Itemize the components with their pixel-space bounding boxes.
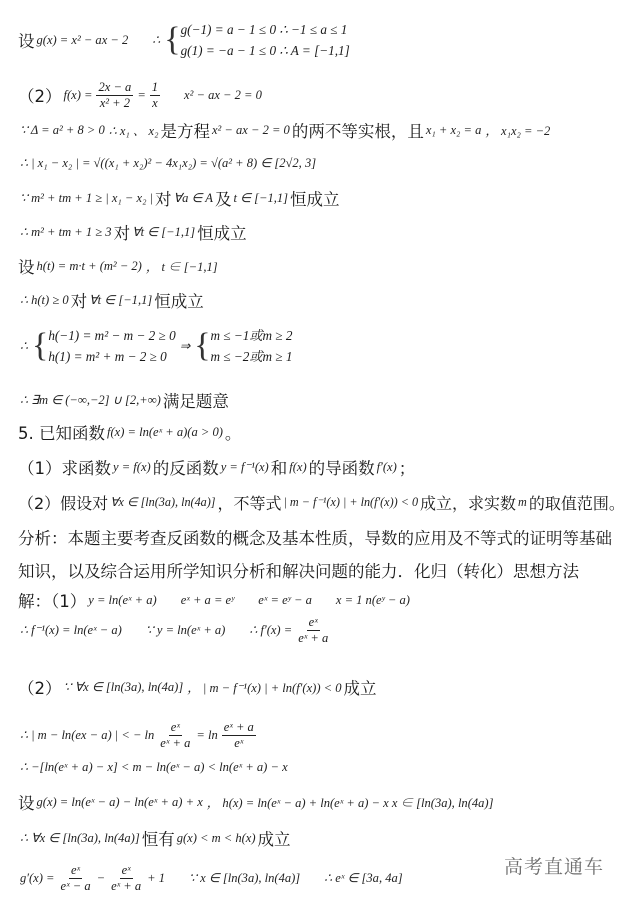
fraction-numerator: 1 — [151, 79, 159, 94]
math-expression: = ln — [196, 727, 218, 742]
math-expression: ∴ ∀x ∈ [ln(3a), ln(4a)] — [20, 831, 140, 845]
left-brace: { — [31, 327, 49, 364]
math-expression: ∴ h(t) ≥ 0 — [20, 293, 69, 307]
left-brace: { — [164, 21, 181, 58]
math-expression: x² − ax − 2 = 0 — [184, 87, 262, 102]
chinese-text: 和 — [270, 459, 288, 478]
math-expression: x² − ax − 2 = 0 — [211, 122, 290, 137]
math-expression: ∵ Δ = a² + 8 > 0 — [20, 123, 105, 137]
document-line — [18, 21, 352, 58]
watermark-logo: 高考直通车 — [504, 856, 605, 878]
math-expression: ∀t ∈ [−1,1] — [132, 225, 196, 239]
math-expression: y = f⁻¹(x) — [220, 460, 269, 474]
chinese-text: 的导函数 — [308, 459, 375, 478]
fraction — [150, 80, 160, 111]
case-row: g(−1) = a − 1 ≤ 0 ∴ −1 ≤ a ≤ 1 — [180, 22, 348, 37]
math-expression: g(x) = ln(eˣ − a) − ln(eˣ + a) + x — [36, 794, 203, 809]
document-line — [18, 586, 412, 614]
document-line — [18, 824, 291, 852]
math-expression: + 1 — [147, 870, 166, 885]
document-line — [18, 418, 241, 446]
chinese-text: 的取值范围。 — [528, 493, 625, 513]
fraction-denominator: x² + 2 — [99, 95, 131, 110]
case-rows — [48, 325, 175, 367]
document-line — [18, 616, 332, 644]
chinese-text: 成立 — [343, 679, 377, 698]
math-expression: ∴ f⁻¹(x) = ln(eˣ − a) — [20, 623, 122, 637]
document-line — [18, 184, 340, 212]
document-line — [18, 556, 579, 584]
fraction-denominator: x — [152, 95, 158, 110]
case-rows — [181, 19, 350, 61]
document-line — [18, 523, 612, 551]
document-line — [18, 788, 495, 816]
math-expression: ∴ −[ln(eˣ + a) − x] < m − ln(eˣ − a) < ln(eˣ + a) − x — [20, 760, 288, 774]
math-expression: ， | m − f⁻¹(x) | + ln(f′(x)) < 0 — [187, 681, 342, 695]
math-expression: y = ln(eˣ + a) — [88, 592, 157, 607]
case-rows — [211, 325, 293, 367]
math-expression: ∀a ∈ A — [173, 191, 213, 205]
chinese-text: 恒成立 — [290, 190, 340, 209]
math-expression: ， h(x) = ln(eˣ − a) + ln(eˣ + a) − x x ∈ [ln(3a), ln(4a)] — [206, 796, 494, 810]
math-expression: | m − f⁻¹(x) | + ln(f′(x)) < 0 — [283, 494, 419, 509]
math-expression: ∀t ∈ [−1,1] — [89, 293, 153, 307]
case-system — [32, 325, 176, 367]
math-expression: ∵ x ∈ [ln(3a), ln(4a)] — [189, 871, 301, 885]
document-line — [18, 81, 264, 109]
fraction — [158, 720, 192, 751]
chinese-text: 恒成立 — [154, 292, 204, 311]
math-expression: ， x₁x₂ = −2 — [485, 124, 551, 138]
math-expression: ∀x ∈ [ln(3a), ln(4a)] — [110, 494, 216, 509]
left-brace: { — [194, 327, 211, 364]
case-system — [164, 19, 350, 61]
math-expression: t ∈ [−1,1] — [233, 191, 289, 205]
math-expression: h(t) = m·t + (m² − 2) — [36, 258, 142, 273]
math-expression: ∴ | x₁ − x₂ | = √((x₁ + x₂)² − 4x₁x₂) = √(a² + 8) ∈ [2√2, 3] — [20, 156, 317, 170]
chinese-text: （1）求函数 — [18, 459, 111, 478]
case-row: m ≤ −1或m ≥ 2 — [210, 328, 293, 343]
fraction-denominator: eˣ − a — [60, 878, 91, 893]
chinese-text: 恒有 — [141, 830, 175, 849]
math-expression: ， t ∈ [−1,1] — [145, 260, 218, 274]
math-expression: ∴ ∃m ∈ (−∞,−2] ∪ [2,+∞) — [20, 393, 161, 407]
chinese-text: ，不等式 — [217, 493, 282, 513]
math-expression: f(x) — [289, 459, 307, 474]
chinese-text: 解：（1） — [18, 592, 87, 611]
fraction — [59, 863, 93, 894]
case-row: h(1) = m² + m − 2 ≥ 0 — [48, 349, 167, 364]
math-expression: ∴ eˣ ∈ [3a, 4a] — [324, 871, 403, 885]
chinese-text: 设 — [18, 794, 35, 813]
fraction-denominator: eˣ + a — [298, 630, 329, 645]
document-line — [18, 327, 295, 364]
math-expression: ∴ — [152, 33, 161, 47]
chinese-text: 设 — [18, 258, 35, 277]
chinese-text: 满足题意 — [162, 392, 229, 411]
chinese-text: 分析：本题主要考查反函数的概念及基本性质，导数的应用及不等式的证明等基础 — [18, 529, 612, 548]
fraction-numerator: eˣ + a — [223, 719, 254, 734]
math-expression: ∵ y = ln(eˣ + a) — [145, 623, 226, 637]
fraction-numerator: eˣ — [308, 614, 318, 629]
fraction-numerator: eˣ — [71, 862, 81, 877]
document-line — [18, 453, 415, 481]
chinese-text: 的两不等实根，且 — [291, 122, 424, 141]
fraction — [222, 720, 256, 751]
case-row: m ≤ −2或m ≥ 1 — [210, 349, 293, 364]
document-line — [18, 488, 625, 516]
chinese-text: 对 — [113, 224, 131, 243]
document-line — [18, 116, 552, 144]
chinese-text: 对 — [70, 292, 88, 311]
document-line — [18, 386, 229, 414]
fraction-numerator: eˣ — [170, 719, 180, 734]
chinese-text: 对 — [155, 190, 172, 209]
fraction — [109, 863, 143, 894]
math-expression: ∴ f′(x) = — [249, 623, 293, 637]
chinese-text: （2） — [18, 87, 62, 106]
math-expression: m — [518, 494, 527, 509]
math-expression: ∴ — [20, 339, 28, 353]
math-expression: x = 1 n(eʸ − a) — [335, 592, 410, 607]
document-line — [18, 218, 247, 246]
chinese-text: 。 — [224, 424, 242, 443]
chinese-text: （2） — [18, 679, 62, 698]
math-expression: x₁ + x₂ = a — [425, 122, 482, 137]
document-line — [18, 149, 318, 177]
chinese-text: 5. 已知函数 — [18, 424, 105, 443]
math-expression: f′(x) — [376, 459, 397, 474]
document-line — [18, 721, 258, 749]
fraction-numerator: eˣ — [121, 862, 131, 877]
math-expression: f(x) = — [63, 87, 93, 102]
math-expression: ∴ m² + tm + 1 ≥ 3 — [20, 225, 112, 239]
fraction — [296, 615, 330, 646]
math-expression: ∵ ∀x ∈ [ln(3a), ln(4a)] — [63, 680, 184, 694]
math-expression: g′(x) = — [20, 870, 55, 885]
chinese-text: 设 — [18, 32, 35, 51]
chinese-text: 恒成立 — [197, 224, 247, 243]
math-expression: − — [96, 870, 106, 885]
chinese-text: 及 — [214, 190, 232, 209]
case-system — [194, 325, 292, 367]
chinese-text: 知识，以及综合运用所学知识分析和解决问题的能力．化归（转化）思想方法 — [18, 562, 579, 581]
math-expression: ∵ m² + tm + 1 ≥ | x₁ − x₂ | — [20, 191, 154, 205]
chinese-text: （2）假设对 — [18, 493, 109, 513]
math-expression: ⇒ — [179, 339, 191, 353]
math-expression: eˣ + a = eʸ — [180, 592, 235, 607]
document-line — [18, 864, 405, 892]
math-expression: = — [137, 87, 146, 102]
fraction-denominator: eˣ — [234, 735, 244, 750]
math-expression: ∴ | m − ln(ex − a) | < − ln — [20, 728, 155, 742]
fraction-denominator: eˣ + a — [111, 878, 142, 893]
math-expression: f(x) = ln(eˣ + a)(a > 0) — [107, 424, 223, 439]
chinese-text: 的反函数 — [152, 459, 219, 478]
math-expression: g(x) < m < h(x) — [176, 830, 256, 845]
math-expression: y = f(x) — [113, 459, 151, 474]
document-line — [18, 252, 220, 280]
fraction-denominator: eˣ + a — [160, 735, 191, 750]
document-line — [18, 753, 290, 781]
chinese-text: ； — [398, 459, 416, 478]
math-expression: eˣ = eʸ − a — [258, 592, 312, 607]
chinese-text: 成立，求实数 — [420, 493, 517, 513]
document-line — [18, 673, 377, 701]
fraction — [96, 80, 133, 111]
chinese-text: 是方程 — [160, 122, 210, 141]
chinese-text: 成立 — [257, 830, 291, 849]
math-expression: ∴ x₁ 、 x₂ — [108, 124, 159, 138]
case-row: g(1) = −a − 1 ≤ 0 ∴ A = [−1,1] — [180, 43, 350, 58]
case-row: h(−1) = m² − m − 2 ≥ 0 — [48, 328, 176, 343]
document-line — [18, 286, 204, 314]
fraction-numerator: 2x − a — [98, 79, 132, 94]
math-expression: g(x) = x² − ax − 2 — [36, 32, 129, 47]
